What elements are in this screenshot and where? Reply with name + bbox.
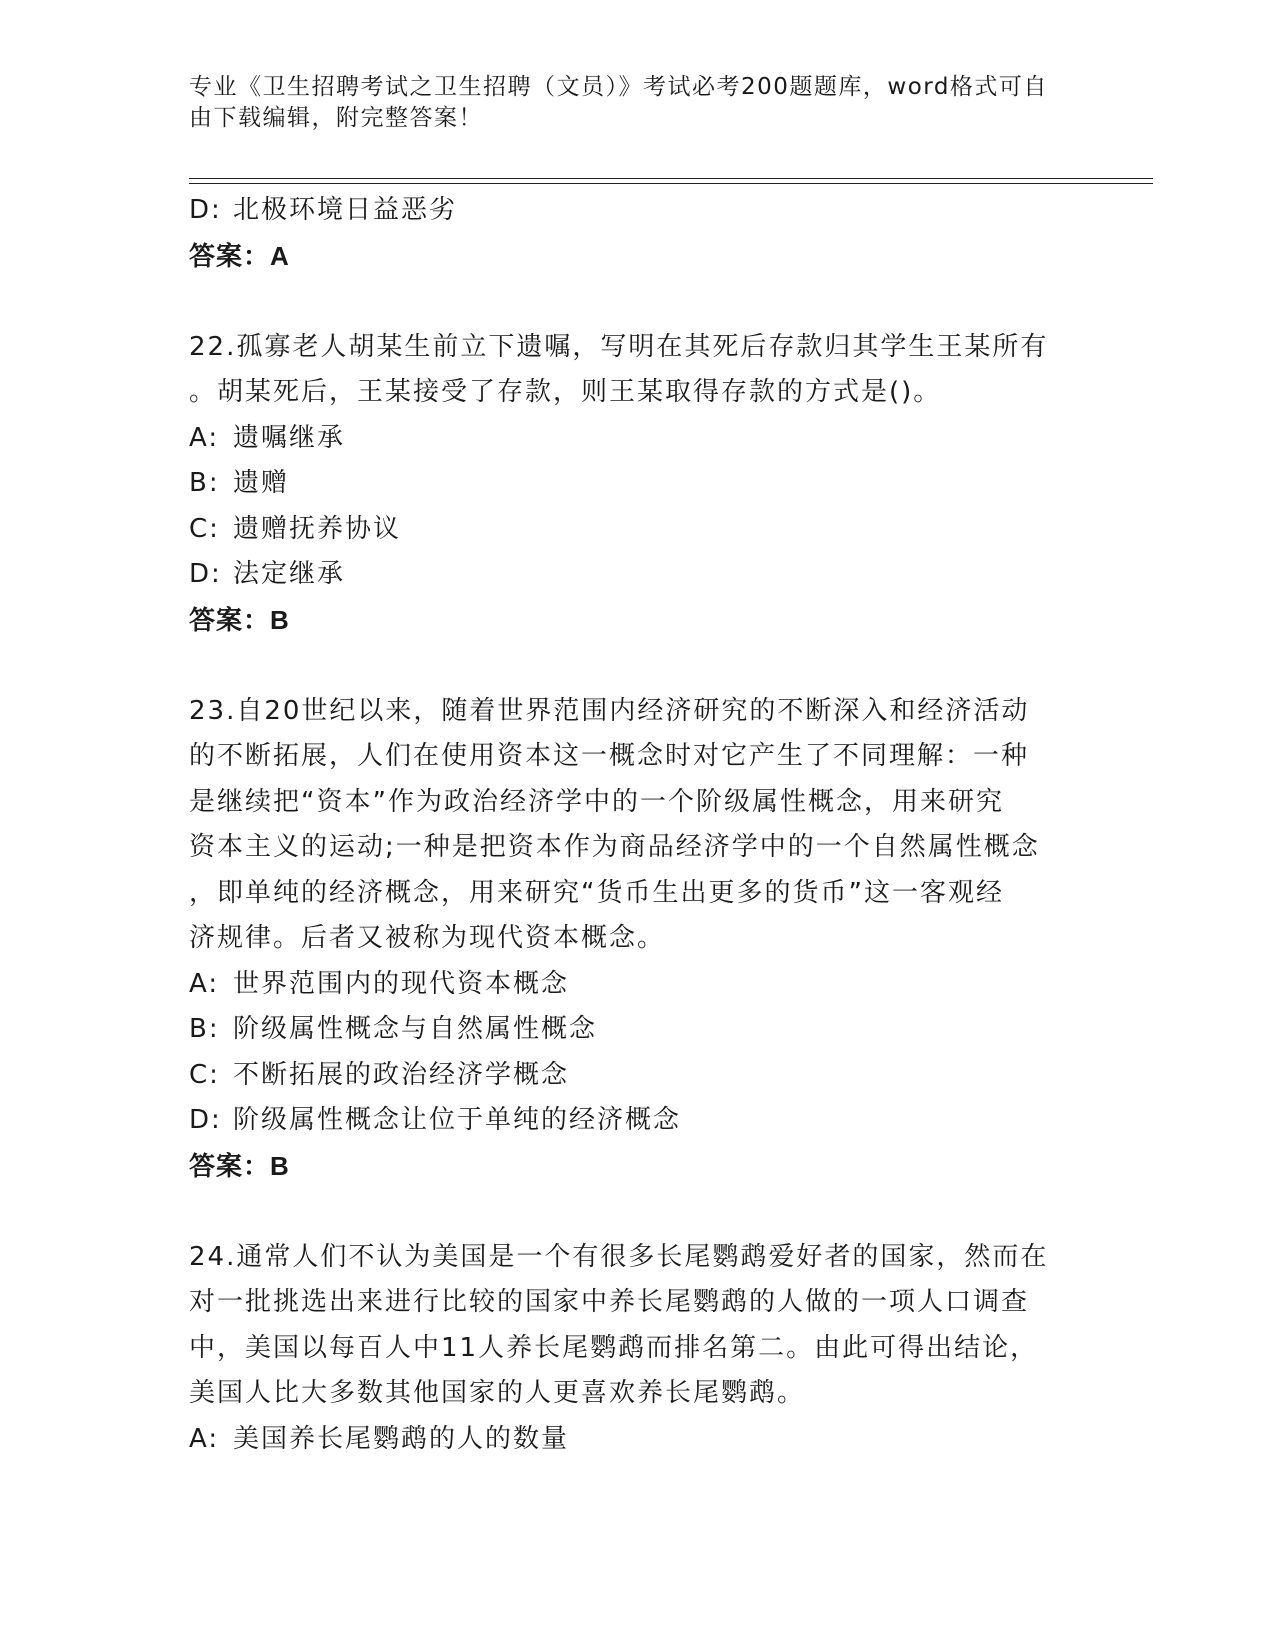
question-text-line: ，即单纯的经济概念，用来研究“货币生出更多的货币”这一客观经: [189, 877, 1004, 908]
question-text-line: 对一批挑选出来进行比较的国家中养长尾鹦鹉的人做的一项人口调查: [189, 1287, 1030, 1317]
question-text-line: 是继续把“资本”作为政治经济学中的一个阶级属性概念，用来研究: [189, 786, 1004, 817]
option-text: 法定继承: [233, 559, 346, 589]
option-a: [189, 1417, 1089, 1463]
document-body: [189, 188, 1089, 1462]
option-c: [189, 1053, 1089, 1099]
question-23: [189, 689, 1089, 1190]
option-key: A:: [189, 1423, 220, 1454]
answer-line: 答案：B: [189, 1150, 290, 1181]
option-text: 不断拓展的政治经济学概念: [233, 1059, 570, 1090]
option-text: 遗赠: [233, 468, 290, 498]
option-key: D:: [189, 195, 222, 225]
spacer: [189, 643, 1089, 689]
question-text-line: 22.孤寡老人胡某生前立下遗嘱，写明在其死后存款归其学生王某所有: [189, 331, 1049, 362]
header-divider-top: [189, 178, 1153, 179]
header-divider-bottom: [189, 183, 1153, 184]
option-text: 美国养长尾鹦鹉的人的数量: [233, 1423, 570, 1454]
option-text: 北极环境日益恶劣: [233, 195, 458, 225]
option-d: [189, 1098, 1089, 1144]
option-key: B:: [189, 468, 220, 498]
option-d: [189, 188, 1089, 234]
option-key: D:: [189, 1105, 222, 1135]
answer-line: 答案：A: [189, 240, 290, 271]
question-22: [189, 325, 1089, 644]
option-b: [189, 1007, 1089, 1053]
question-text-line: 23.自20世纪以来，随着世界范围内经济研究的不断深入和经济活动: [189, 695, 1030, 726]
option-text: 阶级属性概念与自然属性概念: [233, 1014, 598, 1044]
option-c: [189, 507, 1089, 553]
question-text-line: 。胡某死后，王某接受了存款，则王某取得存款的方式是()。: [189, 377, 942, 407]
header-line-2: 由下载编辑，附完整答案！: [189, 105, 483, 131]
header-line-1: 专业《卫生招聘考试之卫生招聘（文员）》考试必考200题题库，word格式可自: [189, 74, 1048, 100]
question-text-line: 中，美国以每百人中11人养长尾鹦鹉而排名第二。由此可得出结论，: [189, 1332, 1039, 1363]
document-header: [189, 72, 1069, 134]
question-text-line: 的不断拓展，人们在使用资本这一概念时对它产生了不同理解：一种: [189, 741, 1030, 771]
option-d: [189, 552, 1089, 598]
question-text-line: 24.通常人们不认为美国是一个有很多长尾鹦鹉爱好者的国家，然而在: [189, 1241, 1049, 1272]
option-key: C:: [189, 513, 220, 544]
question-text-line: 济规律。后者又被称为现代资本概念。: [189, 923, 666, 953]
option-key: A:: [189, 422, 220, 453]
option-text: 世界范围内的现代资本概念: [233, 968, 570, 999]
question-text-line: 资本主义的运动;一种是把资本作为商品经济学中的一个自然属性概念: [189, 832, 1040, 862]
question-21-fragment: [189, 188, 1089, 279]
option-text: 阶级属性概念让位于单纯的经济概念: [233, 1105, 682, 1135]
option-key: A:: [189, 968, 220, 999]
option-a: [189, 962, 1089, 1008]
option-key: C:: [189, 1059, 220, 1090]
option-b: [189, 461, 1089, 507]
option-key: B:: [189, 1014, 220, 1044]
question-24: [189, 1235, 1089, 1463]
spacer: [189, 279, 1089, 325]
spacer: [189, 1189, 1089, 1235]
answer-line: 答案：B: [189, 604, 290, 635]
option-text: 遗嘱继承: [233, 422, 346, 453]
option-key: D:: [189, 559, 222, 589]
option-a: [189, 416, 1089, 462]
option-text: 遗赠抚养协议: [233, 513, 402, 544]
question-text-line: 美国人比大多数其他国家的人更喜欢养长尾鹦鹉。: [189, 1378, 806, 1408]
